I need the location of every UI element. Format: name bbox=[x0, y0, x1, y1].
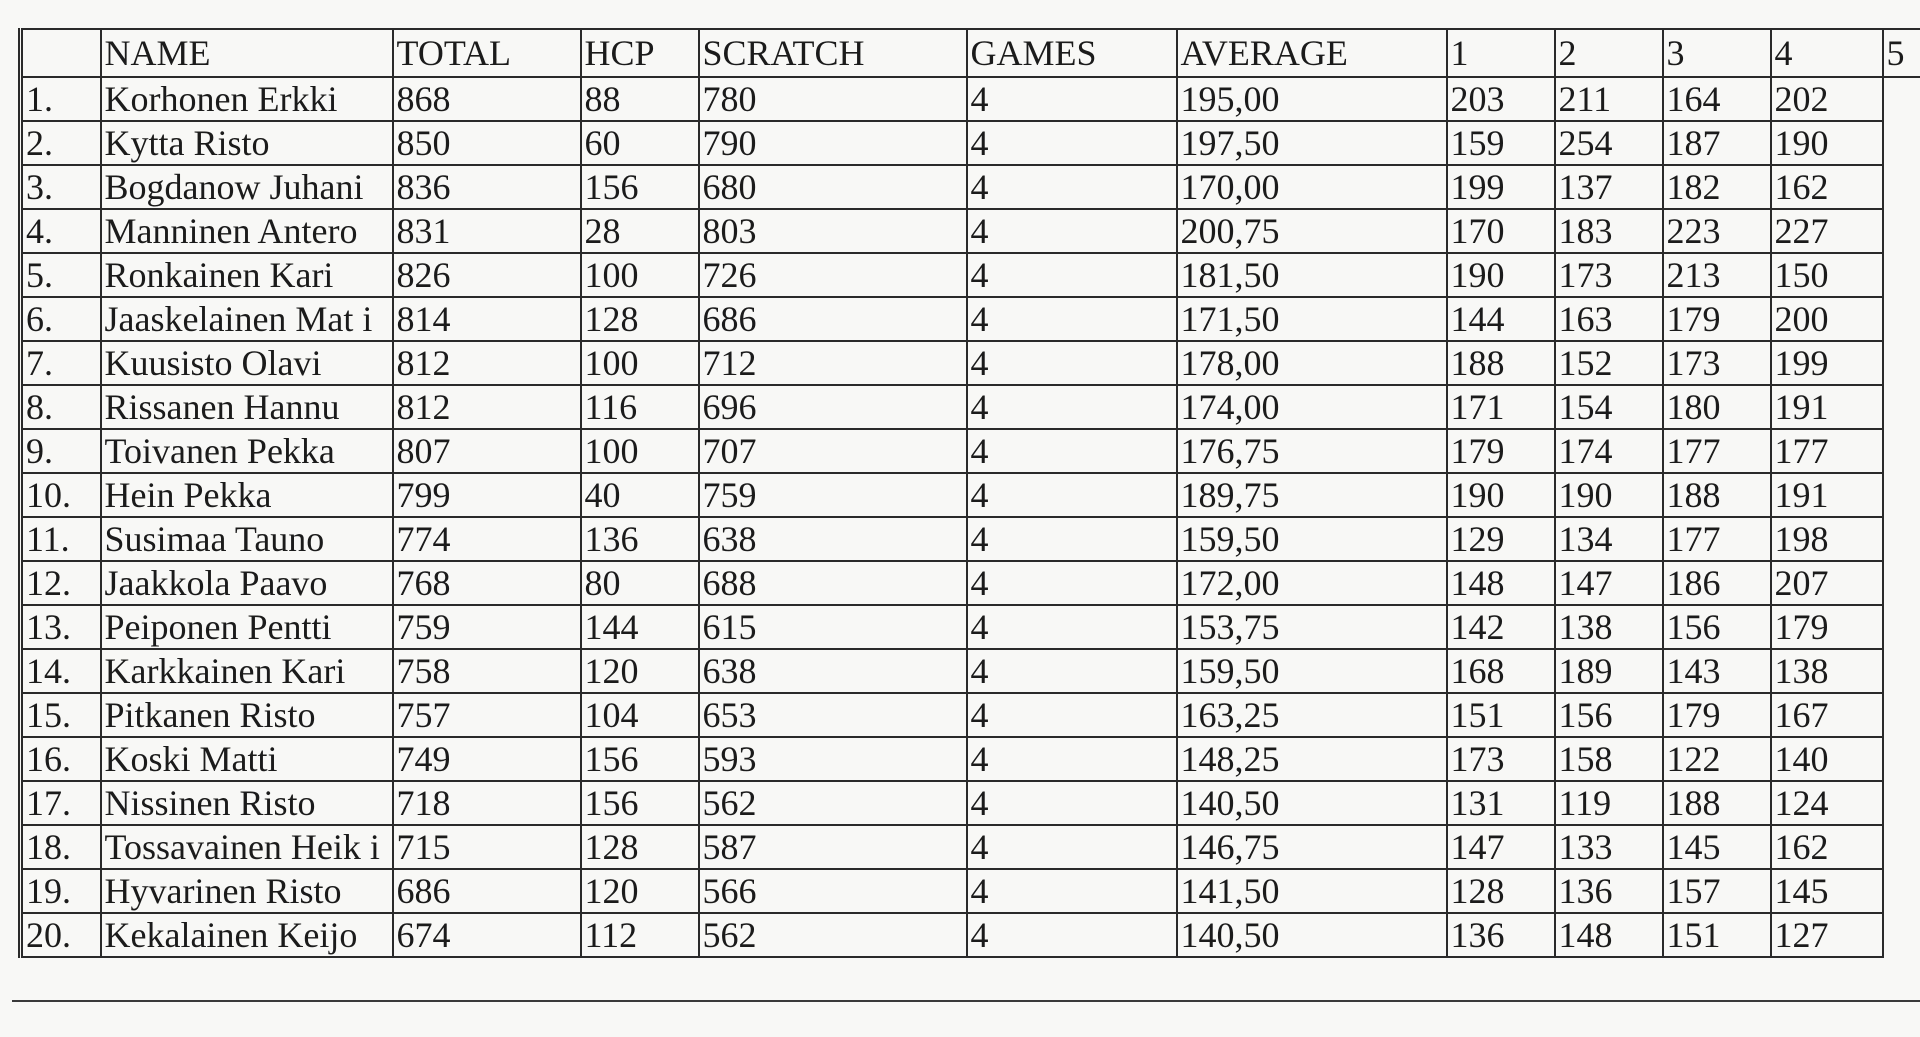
cell-game-5 bbox=[1883, 341, 1920, 385]
table-row bbox=[21, 913, 1920, 957]
cell-hcp: 40 bbox=[581, 473, 699, 517]
cell-game-1: 159 bbox=[1447, 121, 1555, 165]
cell-games: 4 bbox=[967, 77, 1177, 121]
cell-game-2: 254 bbox=[1555, 121, 1663, 165]
cell-average: 200,75 bbox=[1177, 209, 1447, 253]
cell-total: 826 bbox=[393, 253, 581, 297]
cell-games: 4 bbox=[967, 165, 1177, 209]
cell-scratch: 562 bbox=[699, 781, 967, 825]
cell-average: 181,50 bbox=[1177, 253, 1447, 297]
table-body bbox=[21, 77, 1920, 957]
cell-game-5 bbox=[1883, 693, 1920, 737]
cell-game-5 bbox=[1883, 429, 1920, 473]
cell-game-3: 223 bbox=[1663, 209, 1771, 253]
cell-rank: 12. bbox=[21, 561, 101, 605]
cell-rank: 9. bbox=[21, 429, 101, 473]
cell-scratch: 712 bbox=[699, 341, 967, 385]
cell-name: Koski Matti bbox=[101, 737, 393, 781]
cell-game-5 bbox=[1883, 781, 1920, 825]
table-row bbox=[21, 77, 1920, 121]
cell-game-1: 170 bbox=[1447, 209, 1555, 253]
cell-rank: 3. bbox=[21, 165, 101, 209]
header-average: AVERAGE bbox=[1177, 29, 1447, 77]
cell-game-4: 191 bbox=[1771, 473, 1883, 517]
header-name: NAME bbox=[101, 29, 393, 77]
header-rank bbox=[21, 29, 101, 77]
cell-games: 4 bbox=[967, 253, 1177, 297]
cell-game-2: 154 bbox=[1555, 385, 1663, 429]
cell-games: 4 bbox=[967, 649, 1177, 693]
cell-game-4: 124 bbox=[1771, 781, 1883, 825]
cell-name: Rissanen Hannu bbox=[101, 385, 393, 429]
cell-game-4: 227 bbox=[1771, 209, 1883, 253]
cell-average: 176,75 bbox=[1177, 429, 1447, 473]
cell-total: 774 bbox=[393, 517, 581, 561]
table-row bbox=[21, 517, 1920, 561]
cell-game-1: 190 bbox=[1447, 253, 1555, 297]
cell-total: 749 bbox=[393, 737, 581, 781]
cell-average: 163,25 bbox=[1177, 693, 1447, 737]
cell-game-3: 164 bbox=[1663, 77, 1771, 121]
cell-name: Manninen Antero bbox=[101, 209, 393, 253]
cell-games: 4 bbox=[967, 913, 1177, 957]
cell-game-5 bbox=[1883, 385, 1920, 429]
bowling-results-table bbox=[18, 28, 1920, 958]
cell-game-4: 150 bbox=[1771, 253, 1883, 297]
cell-game-2: 156 bbox=[1555, 693, 1663, 737]
cell-rank: 4. bbox=[21, 209, 101, 253]
header-scratch: SCRATCH bbox=[699, 29, 967, 77]
cell-hcp: 112 bbox=[581, 913, 699, 957]
cell-scratch: 803 bbox=[699, 209, 967, 253]
cell-game-1: 188 bbox=[1447, 341, 1555, 385]
header-game-4: 4 bbox=[1771, 29, 1883, 77]
table-row bbox=[21, 737, 1920, 781]
cell-total: 868 bbox=[393, 77, 581, 121]
cell-game-5 bbox=[1883, 561, 1920, 605]
cell-total: 799 bbox=[393, 473, 581, 517]
cell-game-1: 144 bbox=[1447, 297, 1555, 341]
cell-rank: 15. bbox=[21, 693, 101, 737]
cell-game-1: 136 bbox=[1447, 913, 1555, 957]
cell-hcp: 88 bbox=[581, 77, 699, 121]
cell-game-2: 158 bbox=[1555, 737, 1663, 781]
cell-total: 831 bbox=[393, 209, 581, 253]
cell-average: 140,50 bbox=[1177, 913, 1447, 957]
cell-game-5 bbox=[1883, 517, 1920, 561]
cell-rank: 6. bbox=[21, 297, 101, 341]
cell-game-1: 168 bbox=[1447, 649, 1555, 693]
cell-scratch: 688 bbox=[699, 561, 967, 605]
table-row bbox=[21, 385, 1920, 429]
cell-games: 4 bbox=[967, 517, 1177, 561]
cell-name: Hyvarinen Risto bbox=[101, 869, 393, 913]
cell-hcp: 100 bbox=[581, 341, 699, 385]
cell-rank: 17. bbox=[21, 781, 101, 825]
cell-game-1: 128 bbox=[1447, 869, 1555, 913]
cell-game-4: 199 bbox=[1771, 341, 1883, 385]
cell-name: Pitkanen Risto bbox=[101, 693, 393, 737]
cell-games: 4 bbox=[967, 737, 1177, 781]
table-row bbox=[21, 869, 1920, 913]
cell-game-5 bbox=[1883, 869, 1920, 913]
cell-scratch: 638 bbox=[699, 517, 967, 561]
cell-game-2: 163 bbox=[1555, 297, 1663, 341]
header-game-1: 1 bbox=[1447, 29, 1555, 77]
cell-game-4: 207 bbox=[1771, 561, 1883, 605]
cell-average: 140,50 bbox=[1177, 781, 1447, 825]
cell-games: 4 bbox=[967, 781, 1177, 825]
cell-total: 812 bbox=[393, 385, 581, 429]
cell-game-4: 162 bbox=[1771, 165, 1883, 209]
cell-scratch: 615 bbox=[699, 605, 967, 649]
cell-game-1: 203 bbox=[1447, 77, 1555, 121]
table-row bbox=[21, 253, 1920, 297]
cell-average: 141,50 bbox=[1177, 869, 1447, 913]
cell-game-1: 129 bbox=[1447, 517, 1555, 561]
cell-average: 171,50 bbox=[1177, 297, 1447, 341]
cell-hcp: 156 bbox=[581, 737, 699, 781]
cell-average: 178,00 bbox=[1177, 341, 1447, 385]
cell-game-5 bbox=[1883, 649, 1920, 693]
cell-games: 4 bbox=[967, 605, 1177, 649]
cell-rank: 16. bbox=[21, 737, 101, 781]
cell-game-3: 179 bbox=[1663, 693, 1771, 737]
cell-scratch: 562 bbox=[699, 913, 967, 957]
cell-game-3: 188 bbox=[1663, 473, 1771, 517]
cell-game-3: 182 bbox=[1663, 165, 1771, 209]
cell-name: Karkkainen Kari bbox=[101, 649, 393, 693]
cell-scratch: 696 bbox=[699, 385, 967, 429]
cell-games: 4 bbox=[967, 869, 1177, 913]
cell-game-4: 198 bbox=[1771, 517, 1883, 561]
cell-game-1: 148 bbox=[1447, 561, 1555, 605]
cell-scratch: 566 bbox=[699, 869, 967, 913]
cell-game-2: 211 bbox=[1555, 77, 1663, 121]
cell-game-5 bbox=[1883, 913, 1920, 957]
cell-name: Peiponen Pentti bbox=[101, 605, 393, 649]
cell-average: 189,75 bbox=[1177, 473, 1447, 517]
table-row bbox=[21, 605, 1920, 649]
cell-total: 758 bbox=[393, 649, 581, 693]
cell-game-1: 171 bbox=[1447, 385, 1555, 429]
cell-game-3: 186 bbox=[1663, 561, 1771, 605]
cell-games: 4 bbox=[967, 561, 1177, 605]
cell-game-3: 143 bbox=[1663, 649, 1771, 693]
cell-rank: 5. bbox=[21, 253, 101, 297]
cell-total: 768 bbox=[393, 561, 581, 605]
table-row bbox=[21, 209, 1920, 253]
cell-game-2: 137 bbox=[1555, 165, 1663, 209]
cell-game-2: 183 bbox=[1555, 209, 1663, 253]
page-bottom-rule bbox=[12, 1000, 1920, 1002]
cell-hcp: 60 bbox=[581, 121, 699, 165]
cell-average: 195,00 bbox=[1177, 77, 1447, 121]
table-row bbox=[21, 121, 1920, 165]
cell-rank: 14. bbox=[21, 649, 101, 693]
cell-name: Jaaskelainen Mat i bbox=[101, 297, 393, 341]
cell-total: 807 bbox=[393, 429, 581, 473]
cell-game-3: 177 bbox=[1663, 517, 1771, 561]
cell-game-1: 179 bbox=[1447, 429, 1555, 473]
cell-game-3: 122 bbox=[1663, 737, 1771, 781]
cell-rank: 19. bbox=[21, 869, 101, 913]
cell-average: 148,25 bbox=[1177, 737, 1447, 781]
cell-games: 4 bbox=[967, 429, 1177, 473]
cell-rank: 7. bbox=[21, 341, 101, 385]
cell-scratch: 686 bbox=[699, 297, 967, 341]
cell-game-3: 180 bbox=[1663, 385, 1771, 429]
table-row bbox=[21, 473, 1920, 517]
cell-game-4: 162 bbox=[1771, 825, 1883, 869]
cell-total: 812 bbox=[393, 341, 581, 385]
table-row bbox=[21, 781, 1920, 825]
cell-name: Toivanen Pekka bbox=[101, 429, 393, 473]
cell-rank: 2. bbox=[21, 121, 101, 165]
cell-game-5 bbox=[1883, 605, 1920, 649]
cell-name: Jaakkola Paavo bbox=[101, 561, 393, 605]
cell-total: 836 bbox=[393, 165, 581, 209]
cell-game-5 bbox=[1883, 737, 1920, 781]
table-row bbox=[21, 297, 1920, 341]
cell-game-2: 147 bbox=[1555, 561, 1663, 605]
cell-hcp: 144 bbox=[581, 605, 699, 649]
cell-total: 674 bbox=[393, 913, 581, 957]
header-game-2: 2 bbox=[1555, 29, 1663, 77]
cell-name: Bogdanow Juhani bbox=[101, 165, 393, 209]
cell-game-3: 145 bbox=[1663, 825, 1771, 869]
cell-game-1: 147 bbox=[1447, 825, 1555, 869]
cell-game-2: 119 bbox=[1555, 781, 1663, 825]
cell-hcp: 128 bbox=[581, 825, 699, 869]
cell-game-5 bbox=[1883, 121, 1920, 165]
cell-hcp: 104 bbox=[581, 693, 699, 737]
table-row bbox=[21, 649, 1920, 693]
cell-game-3: 151 bbox=[1663, 913, 1771, 957]
cell-hcp: 100 bbox=[581, 253, 699, 297]
cell-game-4: 202 bbox=[1771, 77, 1883, 121]
table-row bbox=[21, 165, 1920, 209]
cell-total: 850 bbox=[393, 121, 581, 165]
cell-scratch: 638 bbox=[699, 649, 967, 693]
cell-game-4: 179 bbox=[1771, 605, 1883, 649]
cell-game-2: 134 bbox=[1555, 517, 1663, 561]
cell-name: Kuusisto Olavi bbox=[101, 341, 393, 385]
cell-name: Kytta Risto bbox=[101, 121, 393, 165]
cell-game-4: 140 bbox=[1771, 737, 1883, 781]
cell-game-2: 138 bbox=[1555, 605, 1663, 649]
cell-scratch: 680 bbox=[699, 165, 967, 209]
header-row bbox=[21, 29, 1920, 77]
cell-hcp: 136 bbox=[581, 517, 699, 561]
cell-name: Susimaa Tauno bbox=[101, 517, 393, 561]
cell-average: 172,00 bbox=[1177, 561, 1447, 605]
table-row bbox=[21, 341, 1920, 385]
cell-average: 159,50 bbox=[1177, 517, 1447, 561]
cell-scratch: 587 bbox=[699, 825, 967, 869]
cell-game-3: 157 bbox=[1663, 869, 1771, 913]
cell-game-3: 156 bbox=[1663, 605, 1771, 649]
cell-total: 715 bbox=[393, 825, 581, 869]
cell-games: 4 bbox=[967, 209, 1177, 253]
cell-game-5 bbox=[1883, 253, 1920, 297]
cell-rank: 13. bbox=[21, 605, 101, 649]
cell-scratch: 726 bbox=[699, 253, 967, 297]
header-game-5: 5 bbox=[1883, 29, 1920, 77]
cell-game-3: 213 bbox=[1663, 253, 1771, 297]
cell-hcp: 28 bbox=[581, 209, 699, 253]
cell-games: 4 bbox=[967, 297, 1177, 341]
cell-game-5 bbox=[1883, 209, 1920, 253]
cell-name: Nissinen Risto bbox=[101, 781, 393, 825]
cell-game-2: 190 bbox=[1555, 473, 1663, 517]
cell-games: 4 bbox=[967, 385, 1177, 429]
cell-game-4: 200 bbox=[1771, 297, 1883, 341]
cell-games: 4 bbox=[967, 473, 1177, 517]
cell-hcp: 116 bbox=[581, 385, 699, 429]
cell-games: 4 bbox=[967, 341, 1177, 385]
cell-total: 718 bbox=[393, 781, 581, 825]
cell-rank: 20. bbox=[21, 913, 101, 957]
cell-rank: 11. bbox=[21, 517, 101, 561]
cell-total: 686 bbox=[393, 869, 581, 913]
cell-scratch: 780 bbox=[699, 77, 967, 121]
cell-name: Ronkainen Kari bbox=[101, 253, 393, 297]
cell-game-1: 142 bbox=[1447, 605, 1555, 649]
cell-scratch: 707 bbox=[699, 429, 967, 473]
cell-total: 757 bbox=[393, 693, 581, 737]
cell-name: Tossavainen Heik i bbox=[101, 825, 393, 869]
cell-game-2: 173 bbox=[1555, 253, 1663, 297]
cell-hcp: 156 bbox=[581, 781, 699, 825]
table-row bbox=[21, 693, 1920, 737]
cell-game-5 bbox=[1883, 825, 1920, 869]
cell-name: Hein Pekka bbox=[101, 473, 393, 517]
cell-hcp: 100 bbox=[581, 429, 699, 473]
cell-game-3: 188 bbox=[1663, 781, 1771, 825]
cell-game-4: 127 bbox=[1771, 913, 1883, 957]
cell-rank: 10. bbox=[21, 473, 101, 517]
cell-game-3: 173 bbox=[1663, 341, 1771, 385]
cell-average: 159,50 bbox=[1177, 649, 1447, 693]
cell-game-4: 191 bbox=[1771, 385, 1883, 429]
cell-scratch: 790 bbox=[699, 121, 967, 165]
cell-game-2: 148 bbox=[1555, 913, 1663, 957]
cell-average: 153,75 bbox=[1177, 605, 1447, 649]
cell-game-4: 138 bbox=[1771, 649, 1883, 693]
header-game-3: 3 bbox=[1663, 29, 1771, 77]
cell-game-4: 145 bbox=[1771, 869, 1883, 913]
cell-game-1: 131 bbox=[1447, 781, 1555, 825]
cell-name: Kekalainen Keijo bbox=[101, 913, 393, 957]
table-row bbox=[21, 561, 1920, 605]
cell-total: 759 bbox=[393, 605, 581, 649]
cell-games: 4 bbox=[967, 825, 1177, 869]
cell-game-3: 179 bbox=[1663, 297, 1771, 341]
table-row bbox=[21, 825, 1920, 869]
cell-games: 4 bbox=[967, 693, 1177, 737]
cell-game-1: 151 bbox=[1447, 693, 1555, 737]
cell-game-3: 177 bbox=[1663, 429, 1771, 473]
cell-game-4: 167 bbox=[1771, 693, 1883, 737]
cell-game-3: 187 bbox=[1663, 121, 1771, 165]
cell-rank: 8. bbox=[21, 385, 101, 429]
cell-game-1: 190 bbox=[1447, 473, 1555, 517]
cell-rank: 18. bbox=[21, 825, 101, 869]
cell-game-2: 136 bbox=[1555, 869, 1663, 913]
cell-hcp: 80 bbox=[581, 561, 699, 605]
cell-scratch: 653 bbox=[699, 693, 967, 737]
cell-name: Korhonen Erkki bbox=[101, 77, 393, 121]
cell-game-4: 177 bbox=[1771, 429, 1883, 473]
cell-hcp: 156 bbox=[581, 165, 699, 209]
cell-game-1: 173 bbox=[1447, 737, 1555, 781]
header-hcp: HCP bbox=[581, 29, 699, 77]
cell-average: 197,50 bbox=[1177, 121, 1447, 165]
cell-total: 814 bbox=[393, 297, 581, 341]
cell-game-5 bbox=[1883, 473, 1920, 517]
cell-scratch: 759 bbox=[699, 473, 967, 517]
cell-scratch: 593 bbox=[699, 737, 967, 781]
cell-hcp: 120 bbox=[581, 649, 699, 693]
cell-game-5 bbox=[1883, 165, 1920, 209]
header-games: GAMES bbox=[967, 29, 1177, 77]
cell-hcp: 120 bbox=[581, 869, 699, 913]
cell-average: 174,00 bbox=[1177, 385, 1447, 429]
cell-rank: 1. bbox=[21, 77, 101, 121]
cell-game-2: 133 bbox=[1555, 825, 1663, 869]
cell-games: 4 bbox=[967, 121, 1177, 165]
cell-average: 146,75 bbox=[1177, 825, 1447, 869]
cell-game-5 bbox=[1883, 297, 1920, 341]
cell-game-2: 174 bbox=[1555, 429, 1663, 473]
cell-game-1: 199 bbox=[1447, 165, 1555, 209]
cell-game-4: 190 bbox=[1771, 121, 1883, 165]
cell-average: 170,00 bbox=[1177, 165, 1447, 209]
cell-game-5 bbox=[1883, 77, 1920, 121]
cell-hcp: 128 bbox=[581, 297, 699, 341]
header-total: TOTAL bbox=[393, 29, 581, 77]
cell-game-2: 152 bbox=[1555, 341, 1663, 385]
table-row bbox=[21, 429, 1920, 473]
table-header bbox=[21, 29, 1920, 77]
cell-game-2: 189 bbox=[1555, 649, 1663, 693]
